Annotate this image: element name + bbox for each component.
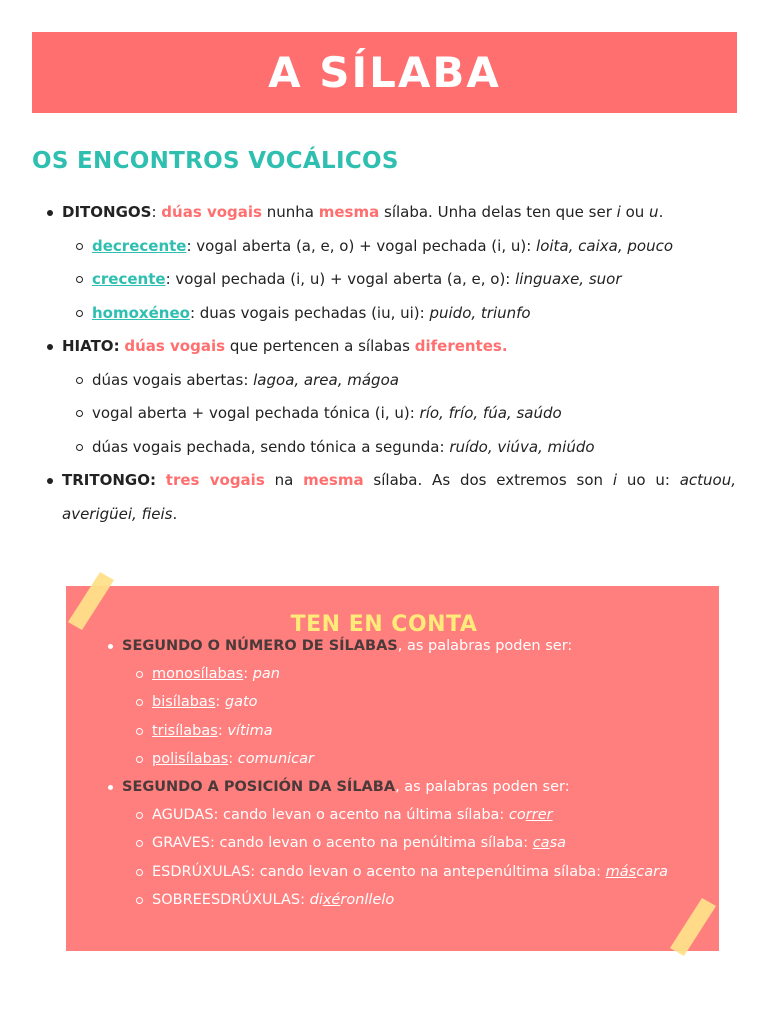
note-item-agudas xyxy=(122,801,694,829)
text: AGUDAS: cando levan o acento na última sílaba: xyxy=(152,807,509,824)
term-link[interactable]: crecente xyxy=(92,270,166,288)
note-item: trisílabas: vítima xyxy=(122,717,694,745)
text: vogal aberta + vogal pechada tónica (i, u): xyxy=(92,404,420,422)
term: monosílabas xyxy=(152,666,244,683)
text: SOBREESDRÚXULAS: xyxy=(152,891,310,908)
list-item-crecente xyxy=(62,263,736,297)
highlight: dúas vogais xyxy=(124,337,226,355)
note-title: TEN EN CONTA xyxy=(290,612,478,637)
text: . xyxy=(658,203,664,221)
title-banner xyxy=(32,32,737,113)
circle-bullet-icon xyxy=(136,840,143,847)
circle-bullet-icon xyxy=(76,410,83,417)
term: trisílabas xyxy=(152,722,218,739)
circle-bullet-icon xyxy=(136,756,143,763)
example: ronllelo xyxy=(340,891,395,908)
term-ditongos: DITONGOS xyxy=(62,203,152,221)
note-item-sobreesdruxulas xyxy=(122,886,694,914)
list-item-tritongo xyxy=(62,464,736,531)
letter-u: u xyxy=(649,203,659,221)
circle-bullet-icon xyxy=(136,869,143,876)
example: di xyxy=(309,891,323,908)
term: bisílabas xyxy=(152,694,216,711)
example: pan xyxy=(252,666,280,683)
term: polisílabas xyxy=(152,750,229,767)
text: sílaba. Unha delas ten que ser xyxy=(379,203,617,221)
examples: actuou, averigüei, fieis xyxy=(62,471,736,523)
stressed-syllable: ca xyxy=(532,835,550,852)
section-title: OS ENCONTROS VOCÁLICOS xyxy=(32,148,399,174)
text: : vogal aberta (a, e, o) + vogal pechada (i, u): xyxy=(186,236,537,255)
text: . xyxy=(172,504,178,523)
circle-bullet-icon xyxy=(76,377,83,384)
highlight: mesma xyxy=(303,471,364,489)
note-group-posicion xyxy=(122,773,694,801)
stressed-syllable: más xyxy=(605,863,637,880)
circle-bullet-icon xyxy=(76,276,83,283)
bullet-icon xyxy=(47,478,53,484)
text: nunha xyxy=(261,203,319,221)
text: , as palabras poden ser: xyxy=(397,638,573,654)
note-item-graves xyxy=(122,829,694,857)
circle-bullet-icon xyxy=(136,671,143,678)
examples: linguaxe, suor xyxy=(515,270,622,288)
examples: loita, caixa, pouco xyxy=(536,236,674,255)
circle-bullet-icon xyxy=(136,699,143,706)
circle-bullet-icon xyxy=(76,310,83,317)
examples: río, frío, fúa, saúdo xyxy=(419,404,562,422)
note-list xyxy=(122,632,694,914)
text: ou xyxy=(620,203,650,221)
colon: : xyxy=(151,203,157,221)
example: co xyxy=(508,807,526,824)
circle-bullet-icon xyxy=(136,728,143,735)
text: : duas vogais pechadas (iu, ui): xyxy=(189,303,430,322)
bullet-icon xyxy=(47,344,53,350)
highlight: diferentes. xyxy=(414,337,508,355)
note-group-numero xyxy=(122,632,694,660)
stressed-syllable: rrer xyxy=(525,807,553,824)
list-item-hiato-3 xyxy=(62,431,736,465)
note-item-esdruxulas xyxy=(122,858,694,886)
circle-bullet-icon xyxy=(76,444,83,451)
letter-i: i xyxy=(612,471,617,489)
bullet-icon xyxy=(108,785,113,790)
letter-i: i xyxy=(616,203,621,221)
highlight: dúas vogais xyxy=(161,203,262,221)
text: GRAVES: cando levan o acento na penúltima sílaba: xyxy=(152,835,533,852)
highlight: mesma xyxy=(318,203,380,221)
group-heading: SEGUNDO A POSICIÓN DA SÍLABA xyxy=(122,779,396,796)
text: dúas vogais abertas: xyxy=(92,370,254,389)
main-list xyxy=(62,196,736,531)
text: ESDRÚXULAS: cando levan o acento na antepenúltima sílaba: xyxy=(152,863,606,880)
example: vítima xyxy=(227,722,273,739)
note-item: monosílabas: pan xyxy=(122,660,694,688)
text: dúas vogais pechada, sendo tónica a segunda: xyxy=(92,437,450,456)
examples: ruído, viúva, miúdo xyxy=(449,437,595,456)
stressed-syllable: xé xyxy=(322,891,341,908)
bullet-icon xyxy=(47,210,53,216)
text: na xyxy=(264,471,304,489)
term-link[interactable]: homoxéneo xyxy=(92,303,190,322)
list-item-hiato-2 xyxy=(62,397,736,431)
text: , as palabras poden ser: xyxy=(395,779,570,796)
group-heading: SEGUNDO O NÚMERO DE SÍLABAS xyxy=(122,638,398,654)
bullet-icon xyxy=(108,644,113,649)
term-hiato: HIATO: xyxy=(62,337,120,355)
text: que pertencen a sílabas xyxy=(225,337,415,355)
example: sa xyxy=(549,835,567,852)
text: sílaba. As dos extremos son xyxy=(363,471,613,489)
examples: lagoa, area, mágoa xyxy=(253,370,399,389)
list-item-homoxeneo xyxy=(62,297,736,331)
note-item: bisílabas: gato xyxy=(122,688,694,716)
circle-bullet-icon xyxy=(76,243,83,250)
example: gato xyxy=(224,694,258,711)
list-item-ditongos xyxy=(62,196,736,230)
term-tritongo: TRITONGO: xyxy=(62,471,156,489)
circle-bullet-icon xyxy=(136,897,143,904)
list-item-hiato xyxy=(62,330,736,364)
examples: puido, triunfo xyxy=(429,303,531,322)
note-item: polisílabas: comunicar xyxy=(122,745,694,773)
circle-bullet-icon xyxy=(136,812,143,819)
text: uo u: xyxy=(617,471,680,489)
page-title: A SÍLABA xyxy=(268,48,501,97)
list-item-decrecente xyxy=(62,230,736,264)
list-item-hiato-1 xyxy=(62,364,736,398)
highlight: tres vogais xyxy=(165,471,265,489)
term-link[interactable]: decrecente xyxy=(92,236,187,255)
example: comunicar xyxy=(237,750,314,767)
text: : vogal pechada (i, u) + vogal aberta (a, e, o): xyxy=(165,270,516,288)
example: cara xyxy=(636,863,668,880)
